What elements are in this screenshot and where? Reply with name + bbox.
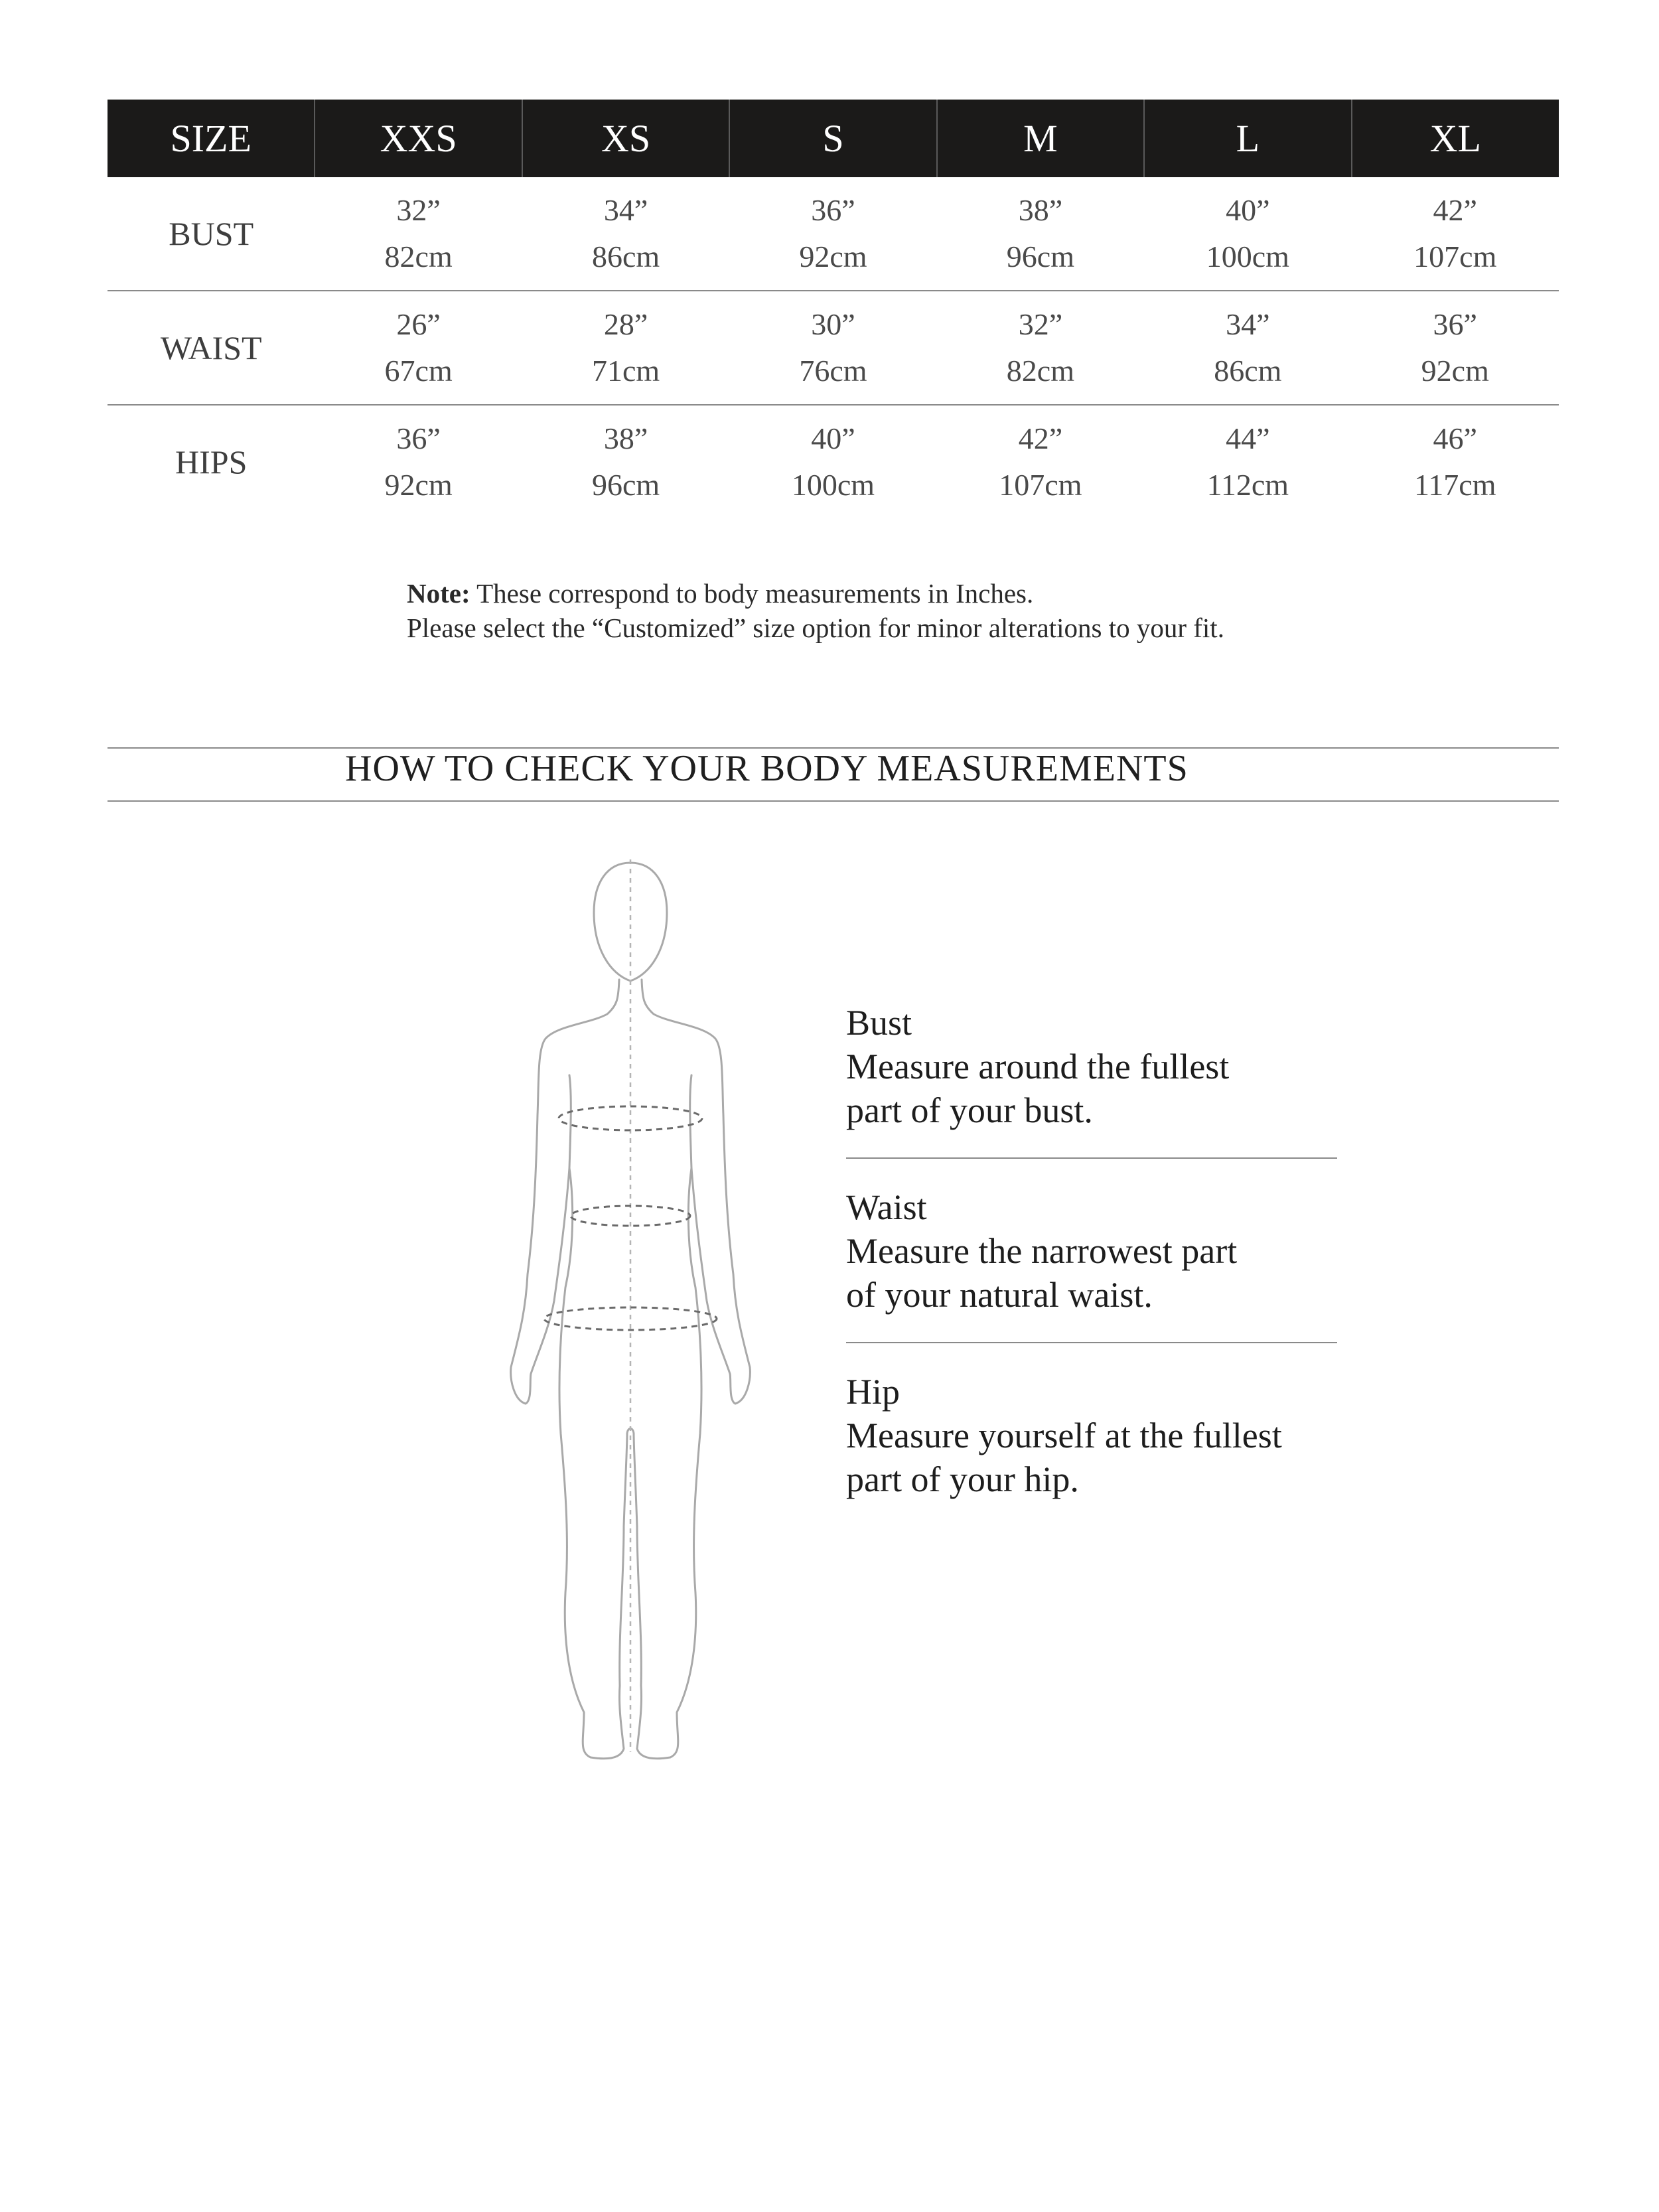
- cm-value: 100cm: [791, 468, 875, 502]
- measurement-cell: [315, 405, 522, 518]
- measurement-cell: [315, 291, 522, 405]
- guide-item-bust: [846, 1001, 1337, 1132]
- inch-value: 36”: [1433, 307, 1477, 341]
- guide-description: Measure around the fullest part of your bust.: [846, 1047, 1230, 1130]
- section-rule-bottom: [108, 800, 1559, 802]
- inch-value: 46”: [1433, 421, 1477, 455]
- inch-value: 36”: [811, 193, 855, 227]
- inch-value: 26”: [396, 307, 441, 341]
- table-row-hips: [108, 405, 1559, 518]
- measurement-cell: [937, 405, 1144, 518]
- table-row-waist: [108, 291, 1559, 405]
- figure-right-side: [634, 980, 750, 1759]
- section-title: HOW TO CHECK YOUR BODY MEASUREMENTS: [345, 748, 1189, 789]
- inch-value: 30”: [811, 307, 855, 341]
- inch-value: 44”: [1226, 421, 1270, 455]
- measurement-cell: [1144, 405, 1351, 518]
- cm-value: 82cm: [384, 240, 453, 273]
- measurement-cell: [729, 177, 936, 291]
- header-cell-l: L: [1144, 100, 1351, 177]
- inch-value: 32”: [396, 193, 441, 227]
- inch-value: 38”: [603, 421, 648, 455]
- guide-item-hip: [846, 1370, 1337, 1501]
- cm-value: 92cm: [1421, 354, 1489, 388]
- cm-value: 67cm: [384, 354, 453, 388]
- measurement-cell: [315, 177, 522, 291]
- guide-divider: [846, 1342, 1337, 1343]
- measurement-cell: [1144, 291, 1351, 405]
- measurement-cell: [937, 291, 1144, 405]
- cm-value: 112cm: [1206, 468, 1289, 502]
- cm-value: 96cm: [591, 468, 660, 502]
- cm-value: 92cm: [799, 240, 867, 273]
- inch-value: 38”: [1018, 193, 1063, 227]
- guide-item-waist: [846, 1185, 1337, 1317]
- bust-measure-line: [559, 1106, 702, 1130]
- size-note: [407, 576, 1224, 645]
- size-chart-table: [108, 100, 1559, 518]
- guide-title: Hip: [846, 1372, 900, 1412]
- measurement-cell: [1144, 177, 1351, 291]
- cm-value: 92cm: [384, 468, 453, 502]
- cm-value: 86cm: [591, 240, 660, 273]
- cm-value: 71cm: [591, 354, 660, 388]
- measurement-cell: [522, 291, 729, 405]
- row-label: WAIST: [108, 291, 315, 405]
- measurement-cell: [1352, 177, 1559, 291]
- header-cell-xs: XS: [522, 100, 729, 177]
- measurement-cell: [1352, 291, 1559, 405]
- inch-value: 40”: [811, 421, 855, 455]
- body-figure-illustration: [491, 849, 770, 1785]
- inch-value: 32”: [1018, 307, 1063, 341]
- cm-value: 107cm: [999, 468, 1082, 502]
- figure-left-side: [511, 980, 627, 1759]
- row-label: BUST: [108, 177, 315, 291]
- inch-value: 42”: [1018, 421, 1063, 455]
- guide-description: Measure yourself at the fullest part of your hip.: [846, 1416, 1282, 1499]
- header-cell-xl: XL: [1352, 100, 1559, 177]
- header-cell-m: M: [937, 100, 1144, 177]
- measurement-cell: [522, 177, 729, 291]
- header-cell-xxs: XXS: [315, 100, 522, 177]
- cm-value: 100cm: [1206, 240, 1289, 273]
- table-row-bust: [108, 177, 1559, 291]
- measurement-cell: [729, 405, 936, 518]
- measurement-cell: [1352, 405, 1559, 518]
- cm-value: 86cm: [1214, 354, 1282, 388]
- inch-value: 36”: [396, 421, 441, 455]
- inch-value: 28”: [603, 307, 648, 341]
- header-cell-size: SIZE: [108, 100, 315, 177]
- measurement-cell: [937, 177, 1144, 291]
- guide-title: Bust: [846, 1003, 912, 1043]
- cm-value: 117cm: [1414, 468, 1496, 502]
- inch-value: 40”: [1226, 193, 1270, 227]
- inch-value: 42”: [1433, 193, 1477, 227]
- cm-value: 76cm: [799, 354, 867, 388]
- row-label: HIPS: [175, 443, 248, 480]
- note-text: These correspond to body measurements in Inches.: [470, 578, 1034, 609]
- note-line-1: [407, 576, 1224, 611]
- measurement-cell: [522, 405, 729, 518]
- size-header-row: [108, 100, 1559, 177]
- note-line-2: Please select the “Customized” size option for minor alterations to your fit.: [407, 613, 1224, 643]
- measurement-guide: [846, 1001, 1337, 1501]
- note-label: Note:: [407, 578, 470, 609]
- header-cell-s: S: [729, 100, 936, 177]
- guide-description: Measure the narrowest part of your natural waist.: [846, 1231, 1238, 1315]
- measurement-cell: [729, 291, 936, 405]
- guide-divider: [846, 1157, 1337, 1159]
- guide-title: Waist: [846, 1187, 927, 1227]
- cm-value: 82cm: [1006, 354, 1074, 388]
- cm-value: 96cm: [1006, 240, 1074, 273]
- cm-value: 107cm: [1413, 240, 1497, 273]
- inch-value: 34”: [1226, 307, 1270, 341]
- inch-value: 34”: [603, 193, 648, 227]
